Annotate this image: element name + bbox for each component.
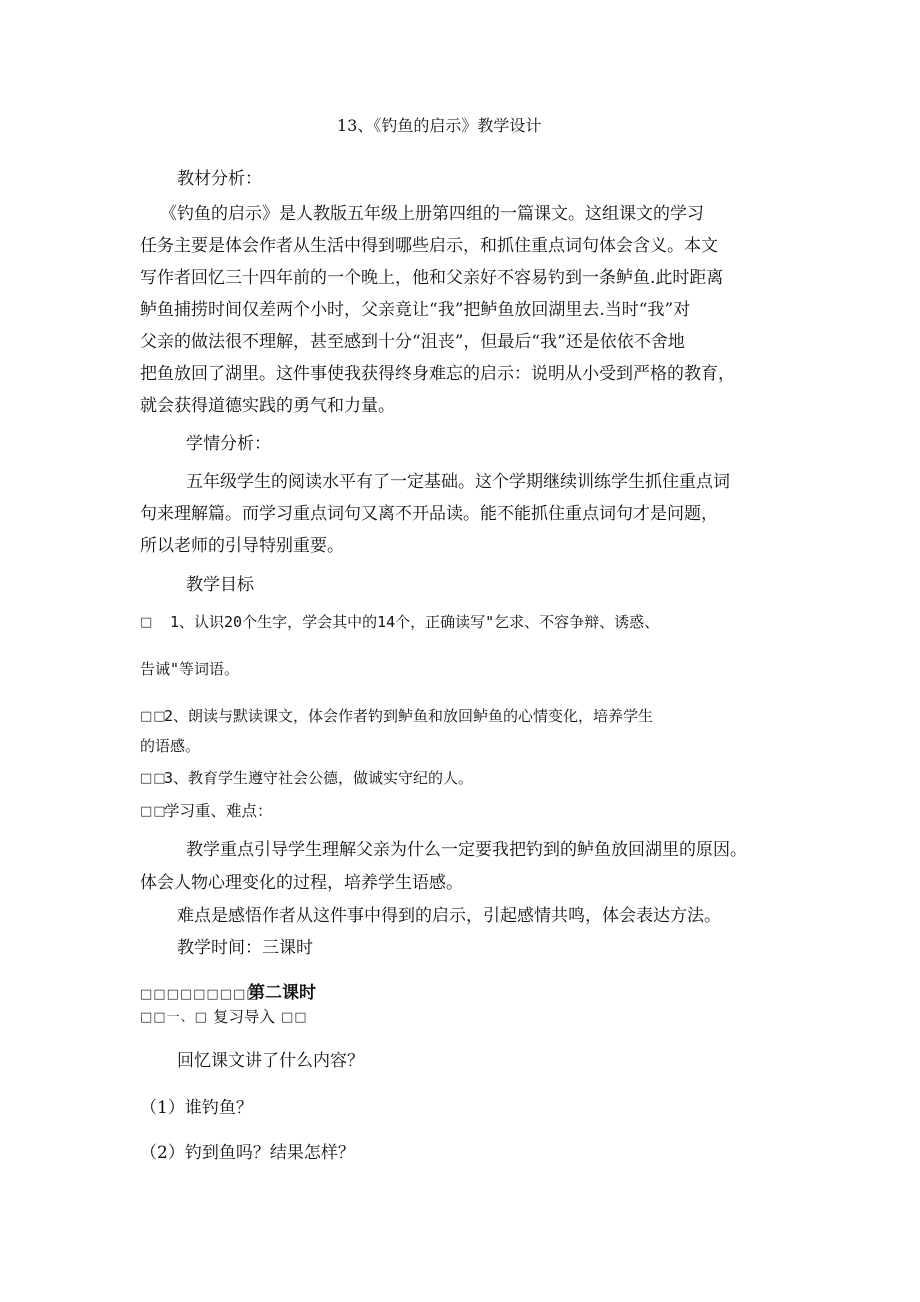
paragraph-line: 写作者回忆三十四年前的一个晚上，他和父亲好不容易钓到一条鲈鱼.此时距离	[140, 268, 724, 288]
paragraph-line: 教学重点引导学生理解父亲为什么一定要我把钓到的鲈鱼放回湖里的原因。	[186, 840, 747, 860]
lesson-title: 第二课时	[248, 983, 316, 1003]
goal-item-2-cont: 的语感。	[140, 737, 201, 755]
placeholder-box-glyph: □	[140, 615, 154, 630]
placeholder-box-glyph: □□	[140, 709, 167, 724]
paragraph-line: 《钓鱼的启示》是人教版五年级上册第四组的一篇课文。这组课文的学习	[160, 204, 704, 224]
paragraph-line: 难点是感悟作者从这件事中得到的启示，引起感情共鸣，体会表达方法。	[177, 906, 721, 926]
review-prompt: 回忆课文讲了什么内容？	[177, 1051, 364, 1071]
student-analysis-heading: 学情分析：	[186, 434, 271, 454]
paragraph-line: 五年级学生的阅读水平有了一定基础。这个学期继续训练学生抓住重点词	[186, 472, 730, 492]
placeholder-box-glyph: □□	[281, 1010, 308, 1025]
paragraph-line: 父亲的做法很不理解，甚至感到十分“沮丧”，但最后“我”还是依依不舍地	[140, 332, 685, 352]
paragraph-line: 就会获得道德实践的勇气和力量。	[140, 396, 395, 416]
review-question-1: （1）谁钓鱼？	[140, 1098, 253, 1118]
teaching-time: 教学时间：三课时	[177, 938, 313, 958]
goal-item-2: 2、朗读与默读课文，体会作者钓到鲈鱼和放回鲈鱼的心情变化，培养学生	[164, 707, 654, 725]
placeholder-box-glyph: □□	[140, 771, 167, 786]
section-heading: 复习导入	[213, 1008, 276, 1026]
teaching-goals-heading: 教学目标	[186, 575, 254, 595]
goal-item-1: 1、认识20个生字，学会其中的14个，正确读写"乞求、不容争辩、诱惑、	[170, 613, 660, 631]
paragraph-line: 体会人物心理变化的过程，培养学生语感。	[140, 873, 463, 893]
review-question-2: （2）钓到鱼吗？结果怎样？	[140, 1143, 355, 1163]
textbook-analysis-heading: 教材分析：	[177, 169, 262, 189]
placeholder-box-glyph: □□□□□□□□□	[140, 987, 260, 1002]
paragraph-line: 把鱼放回了湖里。这件事使我获得终身难忘的启示：说明从小受到严格的教育，	[140, 364, 735, 384]
paragraph-line: 所以老师的引导特别重要。	[140, 536, 344, 556]
placeholder-box-glyph: □□一、□	[140, 1010, 208, 1025]
paragraph-line: 任务主要是体会作者从生活中得到哪些启示，和抓住重点词句体会含义。本文	[140, 236, 718, 256]
placeholder-box-glyph: □□	[140, 804, 167, 819]
page-title: 13、《钓鱼的启示》教学设计	[337, 116, 542, 135]
key-points-heading: 学习重、难点：	[164, 802, 273, 820]
paragraph-line: 句来理解篇。而学习重点词句又离不开品读。能不能抓住重点词句才是问题，	[140, 504, 718, 524]
goal-item-1-cont: 告诫"等词语。	[140, 660, 240, 678]
paragraph-line: 鲈鱼捕捞时间仅差两个小时，父亲竟让“我”把鲈鱼放回湖里去.当时“我”对	[140, 300, 691, 320]
goal-item-3: 3、教育学生遵守社会公德，做诚实守纪的人。	[164, 769, 474, 787]
